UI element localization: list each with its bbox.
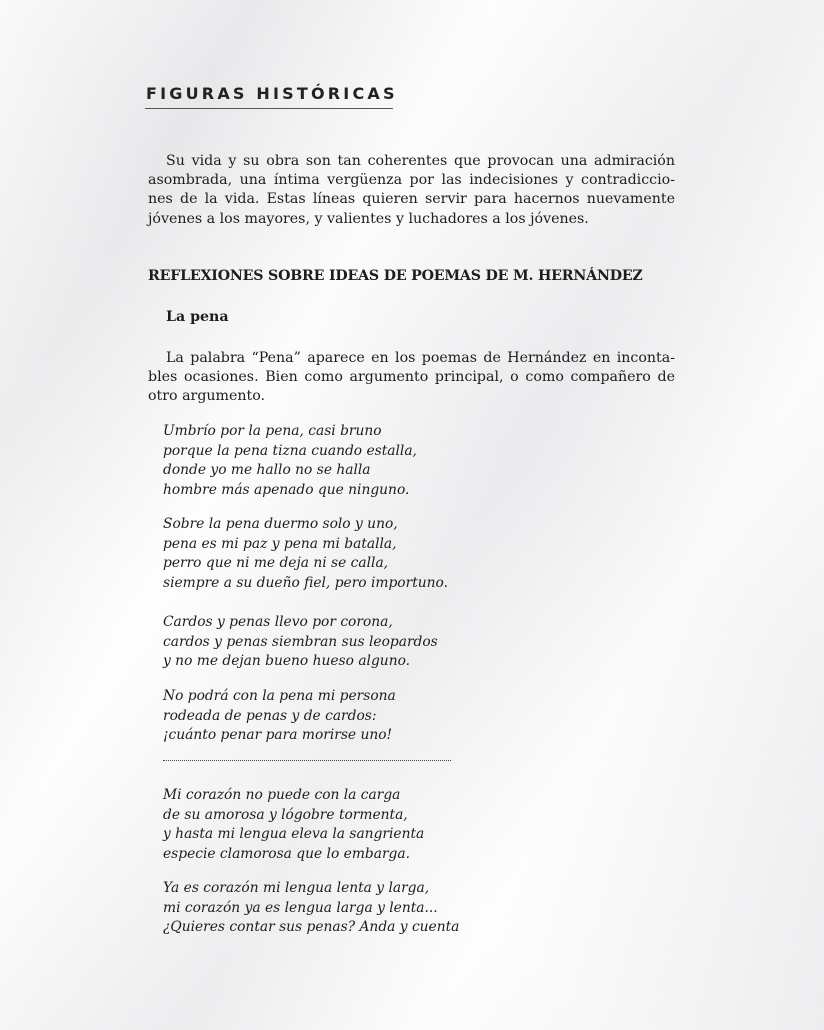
verse: cardos y penas siembran sus leopardos — [163, 633, 438, 650]
text-line: asombrada, una íntima vergüenza por las indecisiones y contradiccio- — [148, 172, 675, 189]
verse: ¿Quieres contar sus penas? Anda y cuenta — [163, 919, 460, 935]
verse: Mi corazón no puede con la carga — [163, 787, 401, 803]
section-heading: REFLEXIONES SOBRE IDEAS DE POEMAS DE M. HERNÁNDEZ — [148, 268, 643, 284]
verse: Sobre la pena duermo solo y uno, — [163, 516, 398, 532]
verse: siempre a su dueño fiel, pero importuno. — [163, 574, 448, 591]
verse: ¡cuánto penar para morirse uno! — [163, 727, 393, 743]
poem-stanza — [163, 613, 438, 672]
text-line: bles ocasiones. Bien como argumento principal, o como compañero de — [148, 369, 675, 386]
section-title: FIGURAS HISTÓRICAS — [146, 84, 398, 103]
verse: de su amorosa y lógobre tormenta, — [163, 806, 408, 823]
poem-stanza — [163, 786, 424, 864]
text-line: La palabra “Pena” aparece en los poemas de Hernández en inconta- — [166, 350, 675, 366]
poem-stanza — [163, 687, 396, 746]
verse: Umbrío por la pena, casi bruno — [163, 423, 382, 439]
verse: porque la pena tizna cuando estalla, — [163, 442, 417, 459]
verse: hombre más apenado que ninguno. — [163, 481, 410, 498]
verse: No podrá con la pena mi persona — [163, 688, 396, 704]
verse: Cardos y penas llevo por corona, — [163, 614, 393, 630]
verse: rodeada de penas y de cardos: — [163, 707, 377, 724]
verse: donde yo me hallo no se halla — [163, 462, 371, 478]
verse: mi corazón ya es lengua larga y lenta... — [163, 899, 438, 916]
poem-stanza — [163, 515, 448, 593]
verse: perro que ni me deja ni se calla, — [163, 555, 389, 571]
text-line: otro argumento. — [148, 388, 266, 405]
intro-paragraph — [148, 152, 675, 229]
text-line: jóvenes a los mayores, y valientes y luchadores a los jóvenes. — [148, 210, 589, 227]
verse: y hasta mi lengua eleva la sangrienta — [163, 826, 425, 842]
dotted-separator — [163, 760, 451, 761]
poem-stanza — [163, 879, 459, 938]
verse: Ya es corazón mi lengua lenta y larga, — [163, 880, 430, 896]
title-underline — [145, 108, 393, 109]
body-paragraph — [148, 349, 675, 407]
subheading: La pena — [166, 309, 229, 325]
verse: pena es mi paz y pena mi batalla, — [163, 535, 397, 552]
text-line: nes de la vida. Estas líneas quieren servir para hacernos nuevamente — [148, 191, 675, 208]
poem-stanza — [163, 422, 417, 500]
verse: y no me dejan bueno hueso alguno. — [163, 653, 411, 669]
verse: especie clamorosa que lo embarga. — [163, 845, 410, 862]
text-line: Su vida y su obra son tan coherentes que provocan una admiración — [166, 153, 675, 169]
